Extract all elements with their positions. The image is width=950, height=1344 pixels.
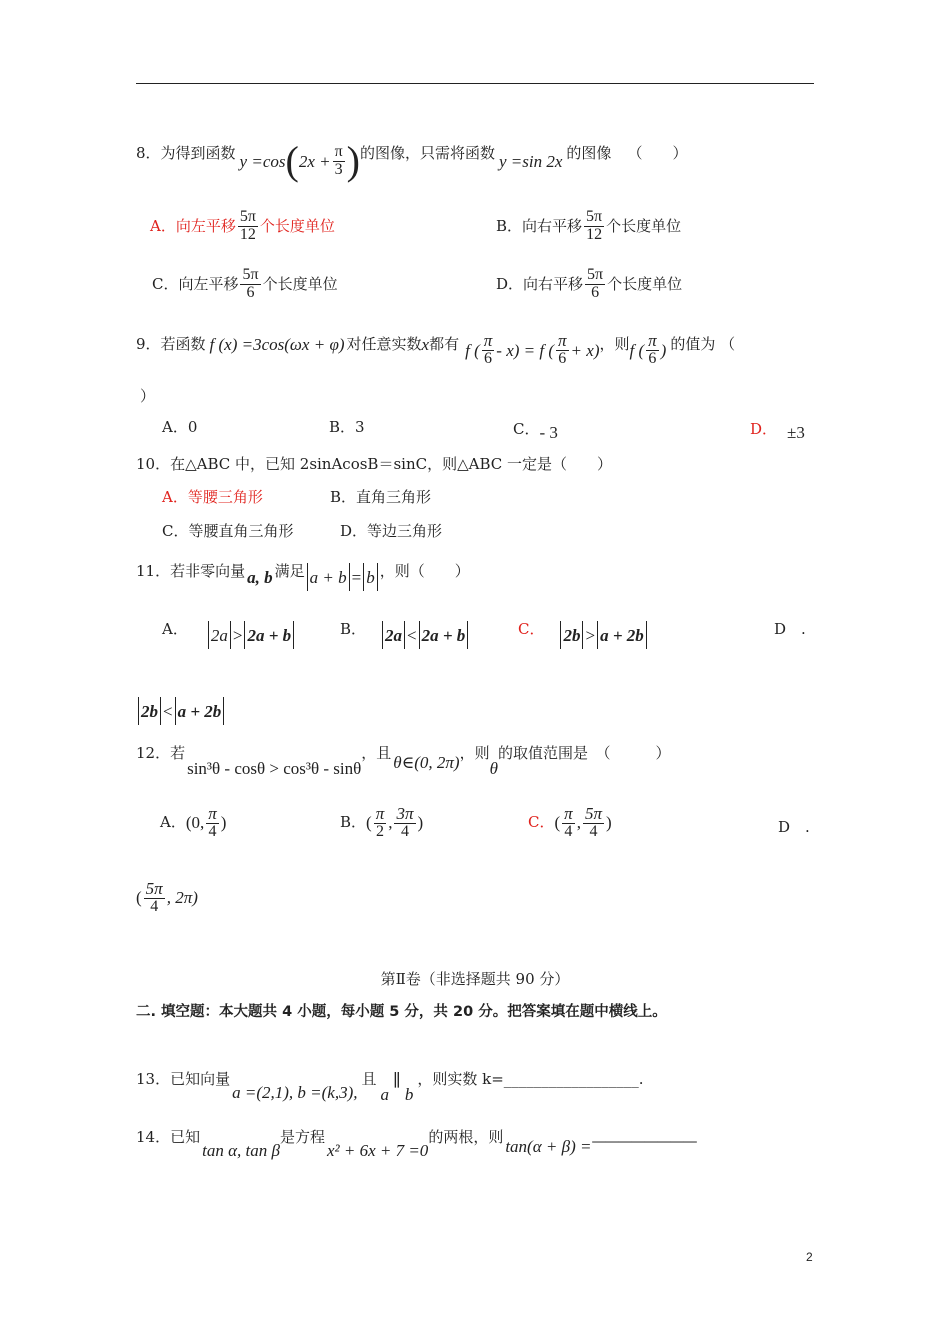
question-8 bbox=[136, 136, 687, 186]
q8-option-a: A．向左平移 $\frac{5\pi}{12}$ 个长度单位 bbox=[150, 208, 335, 243]
q8-paren-close: ) bbox=[346, 138, 360, 183]
q8-fraction: $\frac{\pi}{3}$ bbox=[334, 142, 343, 178]
q8-expr2: y =sin 2x bbox=[499, 151, 563, 171]
q8-paren-open: ( bbox=[285, 138, 299, 183]
page-number: 2 bbox=[806, 1250, 813, 1264]
q12-option-d: ( $\frac{5\pi}{4}$ , 2π) bbox=[136, 879, 198, 915]
q11-option-a: A． 2a > 2a + b bbox=[162, 618, 296, 652]
q12-option-a: A． (0, $\frac{\pi}{4}$ ) bbox=[160, 804, 227, 840]
q10-option-a: A．等腰三角形 bbox=[162, 488, 263, 506]
q11-option-d-label: D . bbox=[774, 620, 806, 638]
q8-mid: 的图像，只需将函数 bbox=[360, 143, 496, 162]
q8-option-b: B．向右平移 $\frac{5\pi}{12}$ 个长度单位 bbox=[496, 208, 682, 243]
q8-bracket: （ ） bbox=[627, 143, 688, 162]
q8-tail: 的图像 bbox=[566, 143, 612, 162]
q9-wrap: ） bbox=[140, 387, 156, 405]
header-rule bbox=[136, 83, 814, 84]
q11-option-b: B． 2a < 2a + b bbox=[340, 618, 470, 652]
part-2-title: 第Ⅱ卷（非选择题共 90 分） bbox=[380, 970, 570, 988]
q8-expr1: y =cos bbox=[239, 151, 286, 171]
q9-option-c: C．- 3 bbox=[513, 420, 558, 442]
question-14: 14．已知 tan α, tan β 是方程 x² + 6x + 7 =0 的两根，则 tan(α + β) = ———————— bbox=[136, 1128, 696, 1160]
q10-option-b: B．直角三角形 bbox=[330, 488, 432, 506]
q11-option-c: C． 2b > a + 2b bbox=[518, 618, 649, 652]
section-heading: 二. 填空题：本大题共 4 小题，每小题 5 分，共 20 分。把答案填在题中横线上。 bbox=[136, 1004, 667, 1020]
q12-option-c: C． ( $\frac{\pi}{4}$ , $\frac{5\pi}{4}$ ) bbox=[528, 804, 612, 840]
q8-option-c: C．向左平移 $\frac{5\pi}{6}$ 个长度单位 bbox=[152, 266, 338, 301]
q8-option-d: D．向右平移 $\frac{5\pi}{6}$ 个长度单位 bbox=[496, 266, 683, 301]
question-11: 11．若非零向量 a, b 满足 a + b = b ，则（ ） bbox=[136, 560, 470, 594]
q9-option-d: D． ±3 bbox=[750, 420, 805, 442]
q12-option-d-label: D . bbox=[778, 818, 810, 836]
q8-stem: 8．为得到函数 bbox=[136, 143, 236, 162]
q10-option-d: D．等边三角形 bbox=[340, 522, 443, 540]
question-9: 9．若函数 f (x) =3cos(ωx + φ) 对任意实数 x 都有 f ( $\frac{\pi}{6}$ - x) = f ( $\frac{\pi}{6}$ + x) ，则 f ( $\frac{\pi}{6}$ ) 的值为 （ bbox=[136, 331, 736, 368]
question-12: 12．若 sin³θ - cosθ > cos³θ - sinθ ，且 θ∈(0, 2π) ，则 θ 的取值范围是 （ ） bbox=[136, 744, 671, 778]
q8-inner: 2x + bbox=[298, 151, 331, 171]
q10-stem: 10．在△ABC 中，已知 2sinAcosB＝sinC，则△ABC 一定是（ ） bbox=[136, 455, 613, 473]
q10-option-c: C．等腰直角三角形 bbox=[162, 522, 294, 540]
q11-option-d: 2b < a + 2b bbox=[136, 694, 226, 728]
q9-option-b: B．3 bbox=[329, 418, 365, 436]
q12-option-b: B． ( $\frac{\pi}{2}$ , $\frac{3\pi}{4}$ ) bbox=[340, 804, 424, 840]
q9-option-a: A．0 bbox=[162, 418, 198, 436]
question-13: 13．已知向量 a =(2,1), b =(k,3), 且 a ∥ b ，则实数 k=__________________. bbox=[136, 1070, 644, 1104]
